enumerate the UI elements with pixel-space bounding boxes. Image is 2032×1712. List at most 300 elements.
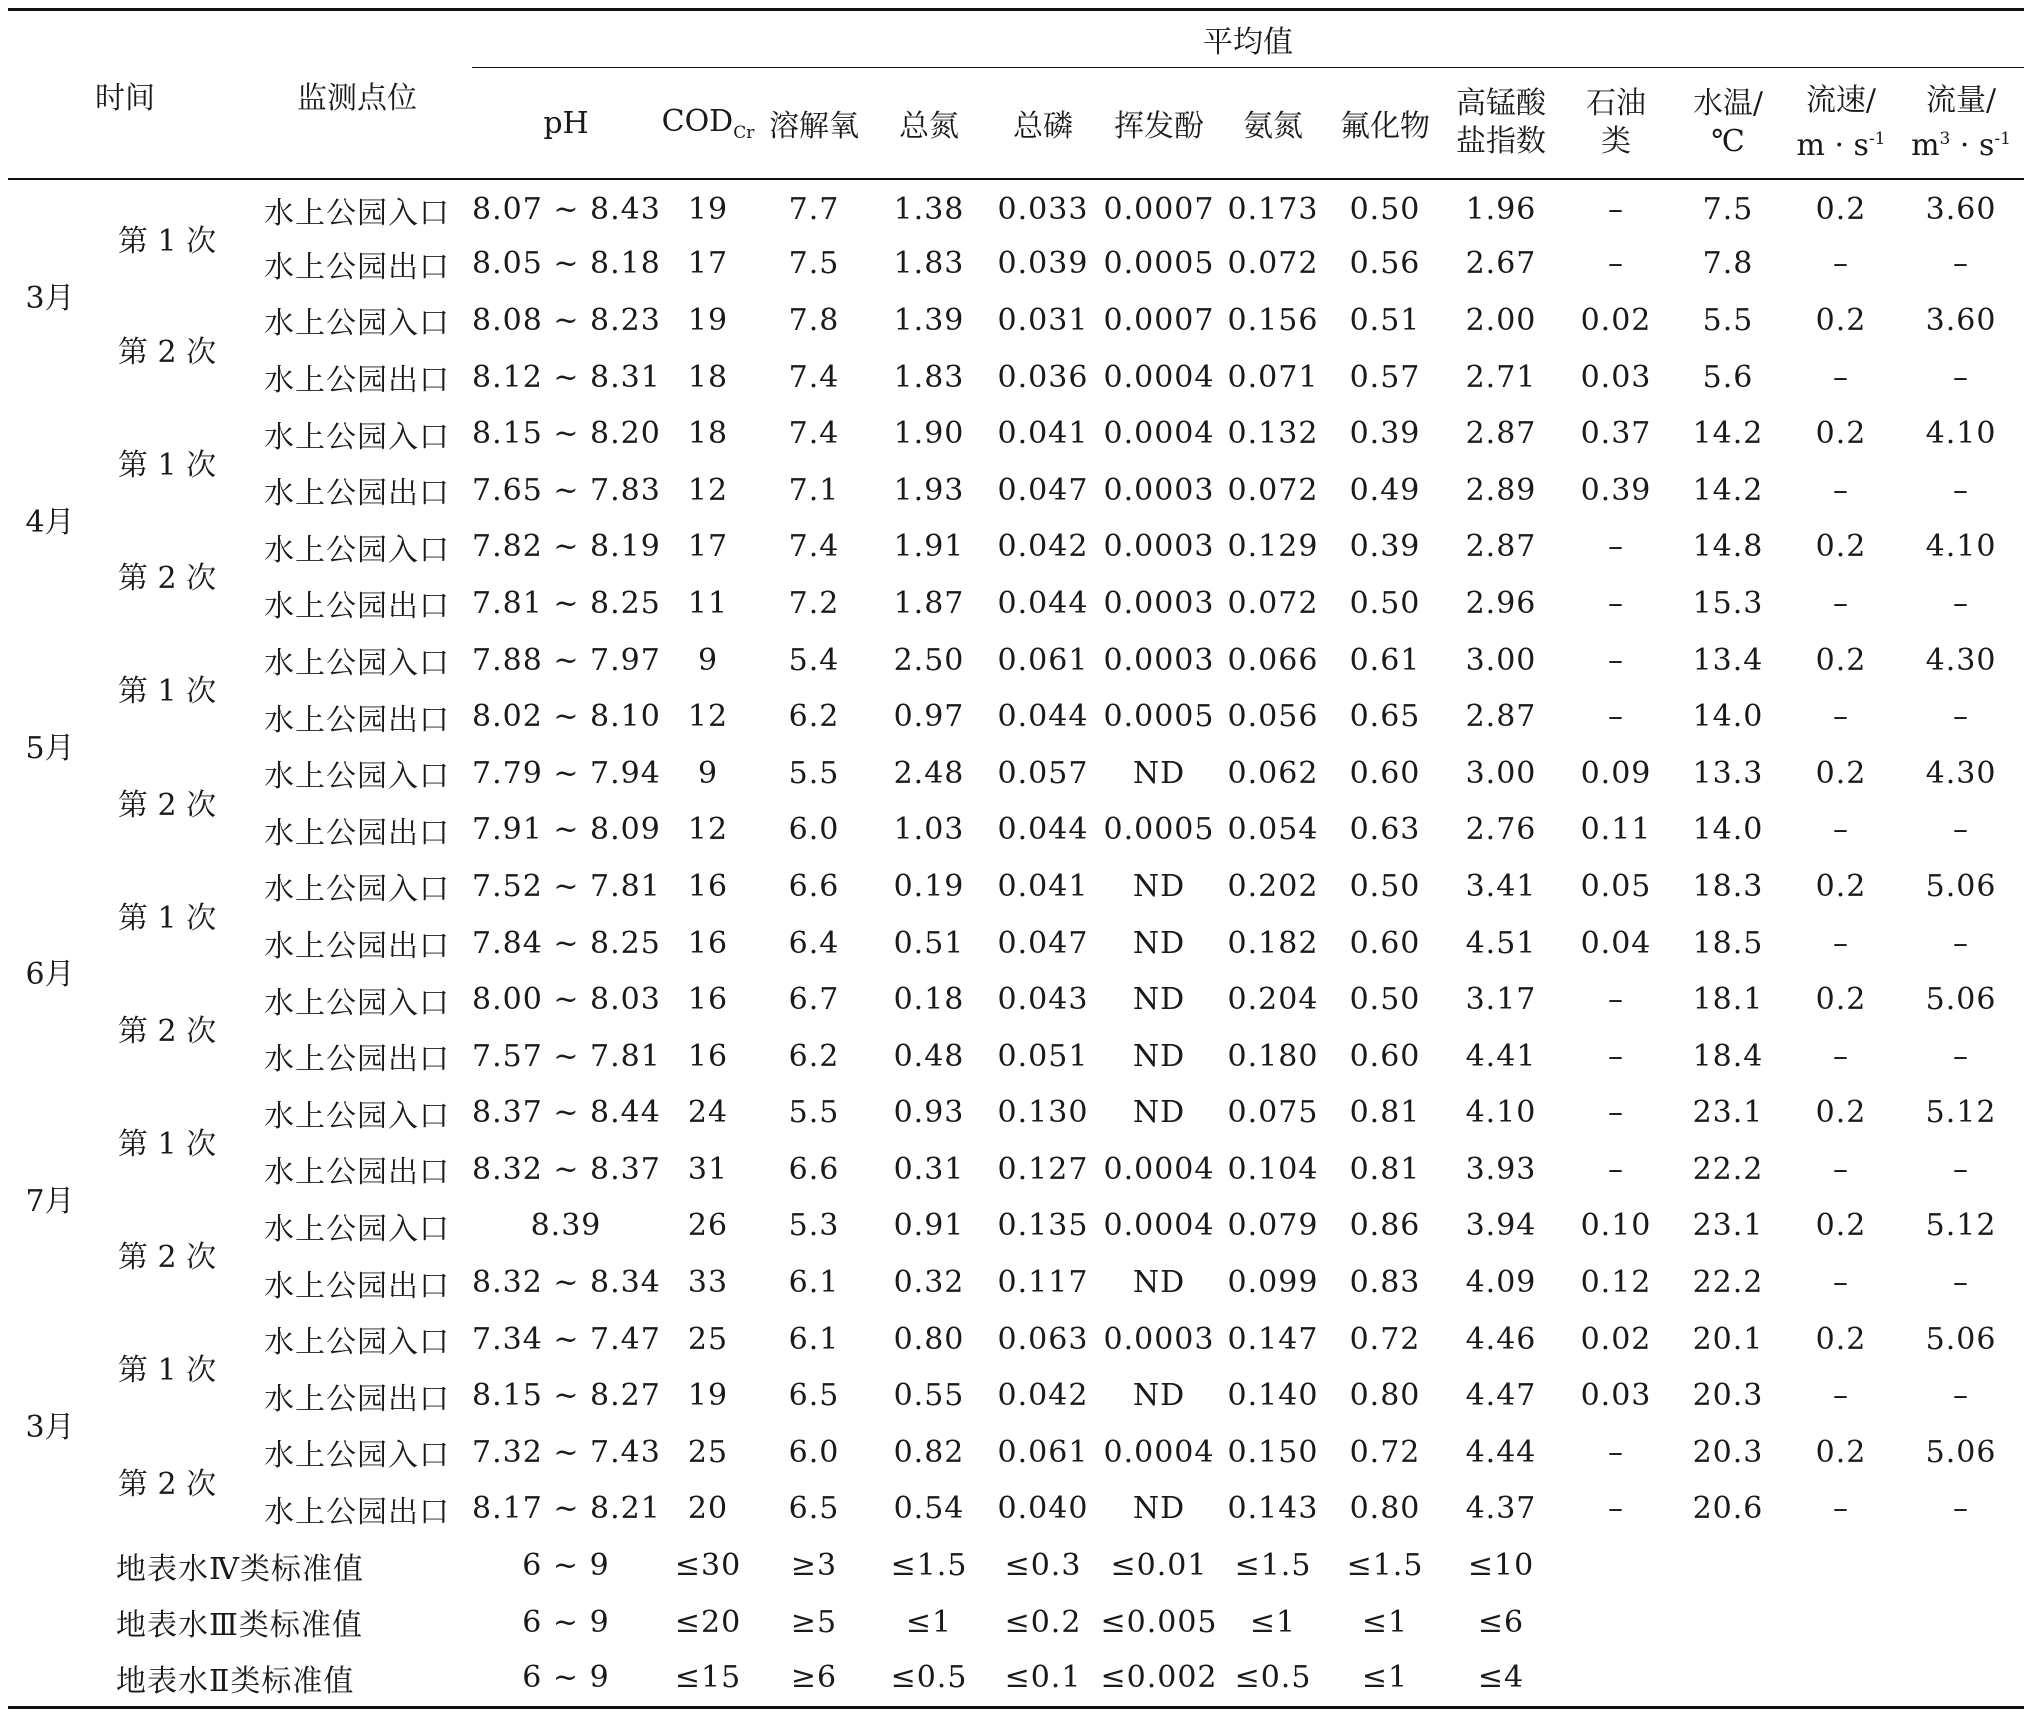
value-cell: 0.09 [1580,755,1652,791]
value-cell: 8.32 ~ 8.34 [472,1265,661,1301]
table-row [8,971,2024,1028]
value-cell: 18.4 [1692,1038,1764,1074]
site-cell: 水上公园入口 [264,532,450,568]
empty-cell [1672,1650,1784,1707]
value-cell: 0.135 [997,1208,1089,1244]
site-cell: 水上公园入口 [264,306,450,342]
value-cell: 3.94 [1465,1208,1537,1244]
site-cell: 水上公园入口 [264,872,450,908]
value-cell: 0.0005 [1103,246,1215,282]
value-cell: 0.03 [1580,359,1652,395]
value-cell: 0.02 [1580,1321,1652,1357]
value-cell: 8.39 [530,1208,602,1244]
column-header [756,68,872,180]
value-cell: – [1608,982,1624,1018]
column-header [1218,68,1328,180]
table-row [8,179,2024,236]
value-cell: 1.03 [893,812,965,848]
value-cell: 4.30 [1925,642,1997,678]
value-cell: 12 [687,699,729,735]
site-cell: 水上公园入口 [264,1211,450,1247]
standard-value: 6 ~ 9 [522,1604,610,1640]
standard-value: ≤0.5 [1234,1660,1312,1696]
month-cell: 4月 [25,504,75,540]
value-cell: 0.0007 [1103,192,1215,228]
value-cell: 5.06 [1925,982,1997,1018]
value-cell: 8.02 ~ 8.10 [472,699,661,735]
value-cell: 0.91 [893,1208,965,1244]
value-cell: 5.06 [1925,1321,1997,1357]
value-cell: 2.48 [893,755,965,791]
value-cell: 0.2 [1815,1434,1867,1470]
value-cell: 0.0005 [1103,812,1215,848]
standard-value: ≤0.002 [1100,1660,1218,1696]
table-row [8,462,2024,519]
value-cell: 0.0003 [1103,472,1215,508]
standard-value: ≤0.1 [1004,1660,1082,1696]
water-quality-table [8,8,2024,1709]
value-cell: – [1953,925,1969,961]
column-header-line2 [1911,128,2011,163]
value-cell: 0.72 [1349,1321,1421,1357]
value-cell: 0.044 [997,812,1089,848]
column-header-unit: m [1911,127,1940,163]
value-cell: – [1833,246,1849,282]
standard-value: ≤1 [1361,1604,1409,1640]
value-cell: – [1608,585,1624,621]
value-cell: 0.044 [997,699,1089,735]
site-cell: 水上公园入口 [264,1098,450,1134]
value-cell: 0.04 [1580,925,1652,961]
month-cell: 7月 [25,1183,75,1219]
value-cell: 7.7 [788,192,840,228]
header-average-label: 平均值 [1203,25,1293,60]
value-cell: 7.82 ~ 8.19 [472,529,661,565]
value-cell: 0.51 [1349,302,1421,338]
site-cell: 水上公园入口 [264,1438,450,1474]
column-header [1100,68,1218,180]
value-cell: ND [1132,1038,1186,1074]
value-cell: 2.87 [1465,699,1537,735]
value-cell: 7.57 ~ 7.81 [472,1038,661,1074]
value-cell: – [1608,1151,1624,1187]
value-cell: 6.2 [788,699,840,735]
value-cell: 0.150 [1227,1434,1319,1470]
value-cell: 6.5 [788,1378,840,1414]
standard-value: 6 ~ 9 [522,1660,610,1696]
table-row [8,292,2024,349]
value-cell: 0.0004 [1103,1434,1215,1470]
site-cell: 水上公园入口 [264,985,450,1021]
site-cell: 水上公园出口 [264,476,450,512]
column-header-label: 总氮 [899,109,959,144]
value-cell: 13.3 [1692,755,1764,791]
value-cell: 7.32 ~ 7.43 [472,1434,661,1470]
value-cell: 3.60 [1925,302,1997,338]
value-cell: 13.4 [1692,642,1764,678]
column-header [1672,68,1784,180]
empty-cell [1672,1594,1784,1651]
value-cell: – [1833,1265,1849,1301]
value-cell: 0.80 [1349,1378,1421,1414]
value-cell: 0.31 [893,1151,965,1187]
value-cell: 1.93 [893,472,965,508]
value-cell: 0.0004 [1103,1151,1215,1187]
value-cell: 6.4 [788,925,840,961]
value-cell: 0.60 [1349,1038,1421,1074]
value-cell: 0.2 [1815,1208,1867,1244]
standard-value: ≥6 [790,1660,838,1696]
empty-cell [1560,1537,1672,1594]
value-cell: 0.051 [997,1038,1089,1074]
value-cell: – [1953,812,1969,848]
value-cell: ND [1132,925,1186,961]
value-cell: 5.5 [788,755,840,791]
value-cell: 17 [687,529,729,565]
value-cell: 0.041 [997,868,1089,904]
table-row [8,1141,2024,1198]
value-cell: 0.204 [1227,982,1319,1018]
value-cell: 0.0003 [1103,529,1215,565]
value-cell: 0.61 [1349,642,1421,678]
table-row [8,236,2024,293]
value-cell: 0.54 [893,1491,965,1527]
value-cell: 5.5 [1702,302,1754,338]
value-cell: 18 [687,359,729,395]
column-header [872,68,986,180]
empty-cell [1672,1537,1784,1594]
empty-cell [1898,1594,2024,1651]
round-cell: 第 1 次 [117,900,217,936]
value-cell: 0.50 [1349,192,1421,228]
value-cell: 18.1 [1692,982,1764,1018]
column-header [1898,68,2024,180]
standard-value: 6 ~ 9 [522,1548,610,1584]
table-row [8,1254,2024,1311]
standard-value: ≥3 [790,1548,838,1584]
column-header-unit: 盐指数 [1456,124,1546,159]
value-cell: 7.52 ~ 7.81 [472,868,661,904]
standard-value: ≤20 [674,1604,742,1640]
standard-label: 地表水Ⅲ类标准值 [116,1608,363,1644]
value-cell: 1.96 [1465,192,1537,228]
value-cell: 0.50 [1349,868,1421,904]
standard-value: ≤0.3 [1004,1548,1082,1584]
value-cell: 0.05 [1580,868,1652,904]
standard-row [8,1650,2024,1707]
value-cell: – [1608,642,1624,678]
value-cell: – [1953,1378,1969,1414]
value-cell: 4.10 [1925,416,1997,452]
value-cell: 0.0007 [1103,302,1215,338]
column-header-line2 [1601,124,1631,159]
header-time [8,10,242,180]
value-cell: 6.0 [788,812,840,848]
month-cell: 5月 [25,730,75,766]
value-cell: 14.8 [1692,529,1764,565]
value-cell: 11 [687,585,729,621]
value-cell: ND [1132,1265,1186,1301]
value-cell: 0.182 [1227,925,1319,961]
table-row [8,1424,2024,1481]
site-cell: 水上公园出口 [264,702,450,738]
value-cell: – [1953,1265,1969,1301]
value-cell: 7.8 [1702,246,1754,282]
value-cell: 2.71 [1465,359,1537,395]
standard-value: ≤6 [1477,1604,1525,1640]
value-cell: – [1833,812,1849,848]
empty-cell [1784,1650,1898,1707]
value-cell: 0.65 [1349,699,1421,735]
value-cell: 0.81 [1349,1095,1421,1131]
value-cell: 24 [687,1095,729,1131]
column-header [1560,68,1672,180]
column-header-label [1693,85,1763,161]
standard-value: ≤1 [1361,1660,1409,1696]
value-cell: 2.87 [1465,416,1537,452]
table-row [8,632,2024,689]
value-cell: 15.3 [1692,585,1764,621]
column-header-unit: ℃ [1711,124,1745,159]
table-row [8,1198,2024,1255]
value-cell: 0.0004 [1103,1208,1215,1244]
value-cell: 0.86 [1349,1208,1421,1244]
value-cell: 0.49 [1349,472,1421,508]
column-header-label: 氨氮 [1243,109,1303,144]
column-header-unit: 类 [1601,124,1631,159]
round-cell: 第 1 次 [117,674,217,710]
empty-cell [1560,1594,1672,1651]
table-row [8,745,2024,802]
value-cell: 0.066 [1227,642,1319,678]
value-cell: 0.071 [1227,359,1319,395]
value-cell: 1.91 [893,529,965,565]
value-cell: 0.147 [1227,1321,1319,1357]
value-cell: 0.042 [997,529,1089,565]
value-cell: 5.06 [1925,1434,1997,1470]
value-cell: 8.15 ~ 8.27 [472,1378,661,1414]
value-cell: 0.57 [1349,359,1421,395]
table-row [8,349,2024,406]
value-cell: 0.043 [997,982,1089,1018]
value-cell: ND [1132,982,1186,1018]
site-cell: 水上公园出口 [264,363,450,399]
column-header-label [1911,82,2011,165]
value-cell: 0.047 [997,472,1089,508]
value-cell: 31 [687,1151,729,1187]
value-cell: 4.41 [1465,1038,1537,1074]
value-cell: 16 [687,868,729,904]
value-cell: 0.063 [997,1321,1089,1357]
value-cell: 20 [687,1491,729,1527]
value-cell: 0.60 [1349,925,1421,961]
value-cell: 14.0 [1692,812,1764,848]
value-cell: 7.4 [788,359,840,395]
value-cell: 0.173 [1227,192,1319,228]
value-cell: – [1833,1491,1849,1527]
value-cell: 0.12 [1580,1265,1652,1301]
standard-value: ≤0.2 [1004,1604,1082,1640]
value-cell: 19 [687,302,729,338]
value-cell: 18 [687,416,729,452]
value-cell: 7.5 [788,246,840,282]
value-cell: – [1953,359,1969,395]
value-cell: 1.83 [893,246,965,282]
value-cell: 8.05 ~ 8.18 [472,246,661,282]
value-cell: 0.099 [1227,1265,1319,1301]
site-cell: 水上公园出口 [264,1381,450,1417]
site-cell: 水上公园入口 [264,419,450,455]
column-header-line1: 水温/ [1692,86,1764,121]
empty-cell [1898,1537,2024,1594]
value-cell: 1.83 [893,359,965,395]
value-cell: 4.51 [1465,925,1537,961]
value-cell: 7.4 [788,529,840,565]
value-cell: 3.17 [1465,982,1537,1018]
column-header-label: 总磷 [1013,109,1073,144]
value-cell: 8.08 ~ 8.23 [472,302,661,338]
value-cell: – [1608,529,1624,565]
standard-value: ≤1 [905,1604,953,1640]
site-cell: 水上公园入口 [264,1325,450,1361]
value-cell: 4.44 [1465,1434,1537,1470]
value-cell: – [1833,699,1849,735]
value-cell: 20.3 [1692,1378,1764,1414]
site-cell: 水上公园出口 [264,1494,450,1530]
value-cell: – [1608,246,1624,282]
value-cell: 0.10 [1580,1208,1652,1244]
value-cell: ND [1132,1378,1186,1414]
value-cell: 5.12 [1925,1095,1997,1131]
value-cell: 0.104 [1227,1151,1319,1187]
value-cell: 0.143 [1227,1491,1319,1527]
value-cell: 6.2 [788,1038,840,1074]
value-cell: 0.19 [893,868,965,904]
column-header-unit: m · s [1796,127,1869,163]
value-cell: 12 [687,812,729,848]
value-cell: 0.129 [1227,529,1319,565]
value-cell: 0.061 [997,642,1089,678]
value-cell: 16 [687,982,729,1018]
site-cell: 水上公园出口 [264,1155,450,1191]
value-cell: 0.81 [1349,1151,1421,1187]
value-cell: 0.036 [997,359,1089,395]
value-cell: 0.072 [1227,585,1319,621]
value-cell: 0.2 [1815,529,1867,565]
value-cell: – [1608,699,1624,735]
value-cell: 0.48 [893,1038,965,1074]
column-header-label: 氟化物 [1340,109,1430,144]
value-cell: 0.82 [893,1434,965,1470]
value-cell: 0.0003 [1103,642,1215,678]
column-header-superscript: -1 [1868,128,1886,149]
value-cell: 9 [697,755,719,791]
value-cell: ND [1132,755,1186,791]
value-cell: 0.072 [1227,472,1319,508]
value-cell: 3.41 [1465,868,1537,904]
value-cell: 23.1 [1692,1208,1764,1244]
value-cell: 2.67 [1465,246,1537,282]
site-cell: 水上公园出口 [264,929,450,965]
value-cell: 9 [697,642,719,678]
column-header [986,68,1100,180]
column-header-line1: 石油 [1586,86,1646,121]
value-cell: 0.03 [1580,1378,1652,1414]
value-cell: 17 [687,246,729,282]
table-row [8,405,2024,462]
round-cell: 第 2 次 [117,787,217,823]
value-cell: 0.18 [893,982,965,1018]
value-cell: 25 [687,1434,729,1470]
value-cell: 6.5 [788,1491,840,1527]
value-cell: 7.79 ~ 7.94 [472,755,661,791]
value-cell: 7.5 [1702,192,1754,228]
value-cell: 0.39 [1349,529,1421,565]
value-cell: 5.12 [1925,1208,1997,1244]
value-cell: 8.17 ~ 8.21 [472,1491,661,1527]
value-cell: 0.32 [893,1265,965,1301]
value-cell: 3.60 [1925,192,1997,228]
value-cell: – [1953,472,1969,508]
column-header-line2 [1711,124,1745,159]
round-cell: 第 1 次 [117,447,217,483]
site-cell: 水上公园出口 [264,815,450,851]
value-cell: 0.054 [1227,812,1319,848]
table-row [8,688,2024,745]
column-header-label: 挥发酚 [1114,109,1204,144]
table-header [8,10,2024,180]
table-row [8,915,2024,972]
round-cell: 第 1 次 [117,1127,217,1163]
value-cell: 0.130 [997,1095,1089,1131]
value-cell: 8.00 ~ 8.03 [472,982,661,1018]
value-cell: 0.80 [893,1321,965,1357]
value-cell: – [1953,1038,1969,1074]
value-cell: 2.96 [1465,585,1537,621]
value-cell: 7.65 ~ 7.83 [472,472,661,508]
value-cell: 6.1 [788,1321,840,1357]
column-header-label: 溶解氧 [769,109,859,144]
value-cell: 1.90 [893,416,965,452]
value-cell: – [1833,1378,1849,1414]
value-cell: 19 [687,192,729,228]
value-cell: 8.32 ~ 8.37 [472,1151,661,1187]
value-cell: 5.3 [788,1208,840,1244]
value-cell: 0.042 [997,1378,1089,1414]
value-cell: 4.10 [1925,529,1997,565]
value-cell: 0.140 [1227,1378,1319,1414]
value-cell: 2.50 [893,642,965,678]
value-cell: 0.51 [893,925,965,961]
column-header-label [1586,85,1646,161]
value-cell: 0.11 [1580,812,1652,848]
value-cell: 8.37 ~ 8.44 [472,1095,661,1131]
value-cell: 5.6 [1702,359,1754,395]
value-cell: 0.0003 [1103,1321,1215,1357]
value-cell: 22.2 [1692,1151,1764,1187]
table-row [8,1028,2024,1085]
value-cell: 7.84 ~ 8.25 [472,925,661,961]
value-cell: 2.00 [1465,302,1537,338]
column-header [660,68,756,180]
value-cell: 8.12 ~ 8.31 [472,359,661,395]
value-cell: ND [1132,1095,1186,1131]
standard-value: ≤1.5 [890,1548,968,1584]
value-cell: 0.062 [1227,755,1319,791]
value-cell: 0.0003 [1103,585,1215,621]
value-cell: – [1833,585,1849,621]
value-cell: 0.2 [1815,755,1867,791]
